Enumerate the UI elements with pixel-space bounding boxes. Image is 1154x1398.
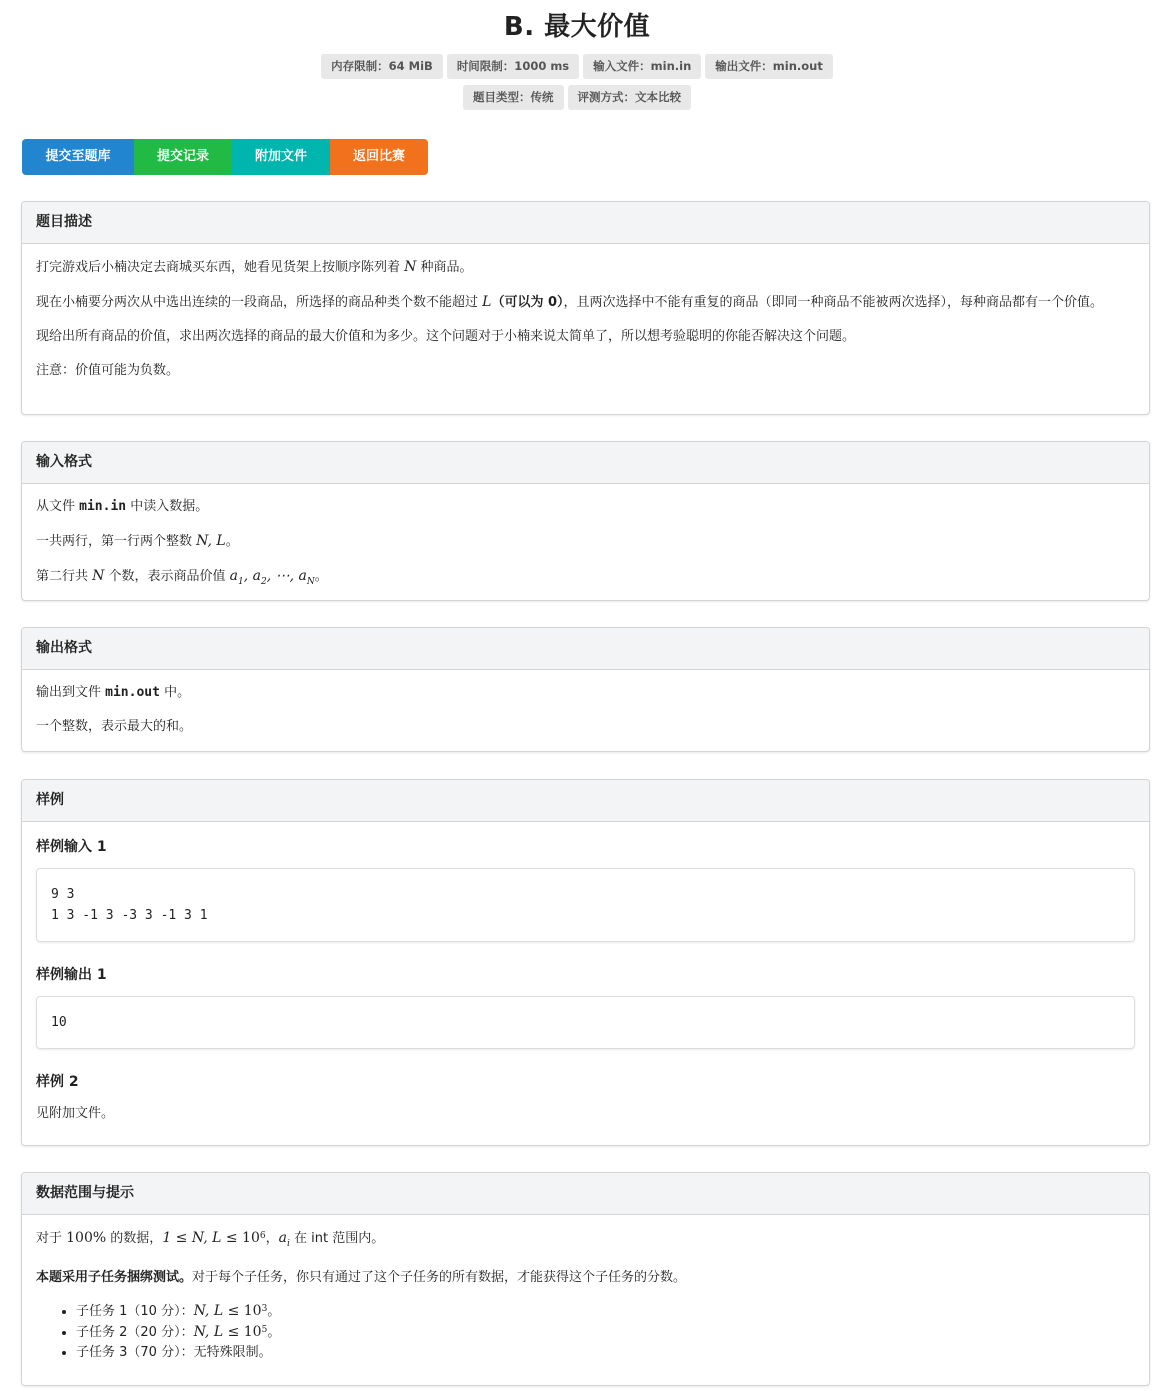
sample2-title: 样例 2 [36,1074,79,1090]
section-header: 数据范围与提示 [22,1173,1149,1215]
subtask-item: • 子任务 2（20 分）：N, $L \le 10^5$。 [76,1322,1135,1343]
description-paragraph: 现在小楠要分两次从中选出连续的一段商品，所选择的商品种类个数不能超过 L（可以为 0），且两次选择中不能有重复的商品（即同一种商品不能被两次选择），每种商品都有一个价值。 [36,294,1104,310]
description-paragraph: 现给出所有商品的价值，求出两次选择的商品的最大价值和为多少。这个问题对于小楠来说太简单了，所以想考验聪明的你能否解决这个问题。 [36,329,856,344]
problem-title: B. 最大价值 [503,12,651,42]
memory-limit-label: 内存限制：64 MiB [321,54,443,79]
section-header: 题目描述 [22,202,1149,244]
sample2-text: 见附加文件。 [36,1106,115,1121]
attachments-button[interactable]: 附加文件 [232,139,330,175]
samples-section [21,779,1150,1146]
input-file-label: 输入文件：min.in [583,54,701,79]
section-header: 样例 [22,780,1149,822]
description-note: 注意：价值可能为负数。 [36,363,180,378]
input-paragraph: 一共两行，第一行两个整数 N, L。 [36,533,239,549]
output-file-label: 输出文件：min.out [705,54,833,79]
time-limit-label: 时间限制：1000 ms [447,54,579,79]
sample-input-block[interactable]: 9 3 1 3 -1 3 -3 3 -1 3 1 [36,868,1135,942]
submission-records-button[interactable]: 提交记录 [134,139,232,175]
input-paragraph: 从文件 min.in 中读入数据。 [36,499,209,514]
output-format-section [21,627,1150,752]
judge-method-label: 评测方式：文本比较 [568,85,692,110]
description-paragraph: 打完游戏后小楠决定去商城买东西，她看见货架上按顺序陈列着 N 种商品。 [36,259,473,275]
type-row [0,85,1154,110]
submit-to-bank-button[interactable]: 提交至题库 [22,139,134,175]
sample-output-title: 样例输出 1 [36,967,107,983]
input-format-section [21,441,1150,601]
subtask-note: 本题采用子任务捆绑测试。对于每个子任务，你只有通过了这个子任务的所有数据，才能获得这个子任务的分数。 [36,1269,687,1285]
constraints-paragraph: 对于 100% 的数据，1 ≤ N, $L \le 10^6$，$a_i$ 在 int 范围内。 [36,1230,385,1249]
back-to-contest-button[interactable]: 返回比赛 [330,139,428,175]
subtask-list [36,1301,1135,1363]
problem-type-label: 题目类型：传统 [463,85,564,110]
sample-input-title: 样例输入 1 [36,839,107,855]
output-paragraph: 输出到文件 min.out 中。 [36,685,191,700]
section-header: 输出格式 [22,628,1149,670]
subtask-item: • 子任务 3（70 分）：无特殊限制。 [76,1343,1135,1363]
subtask-item: • 子任务 1（10 分）：N, $L \le 10^3$。 [76,1301,1135,1322]
sample-output-block[interactable]: 10 [36,996,1135,1049]
hints-section [21,1172,1150,1386]
input-paragraph: 第二行共 N 个数，表示商品价值 $a_1$, $a_2$, ⋯, $a_N$。 [36,568,328,587]
description-section [21,201,1150,415]
limits-row [0,54,1154,79]
section-header: 输入格式 [22,442,1149,484]
output-paragraph: 一个整数，表示最大的和。 [36,719,193,734]
action-buttons [22,139,428,175]
